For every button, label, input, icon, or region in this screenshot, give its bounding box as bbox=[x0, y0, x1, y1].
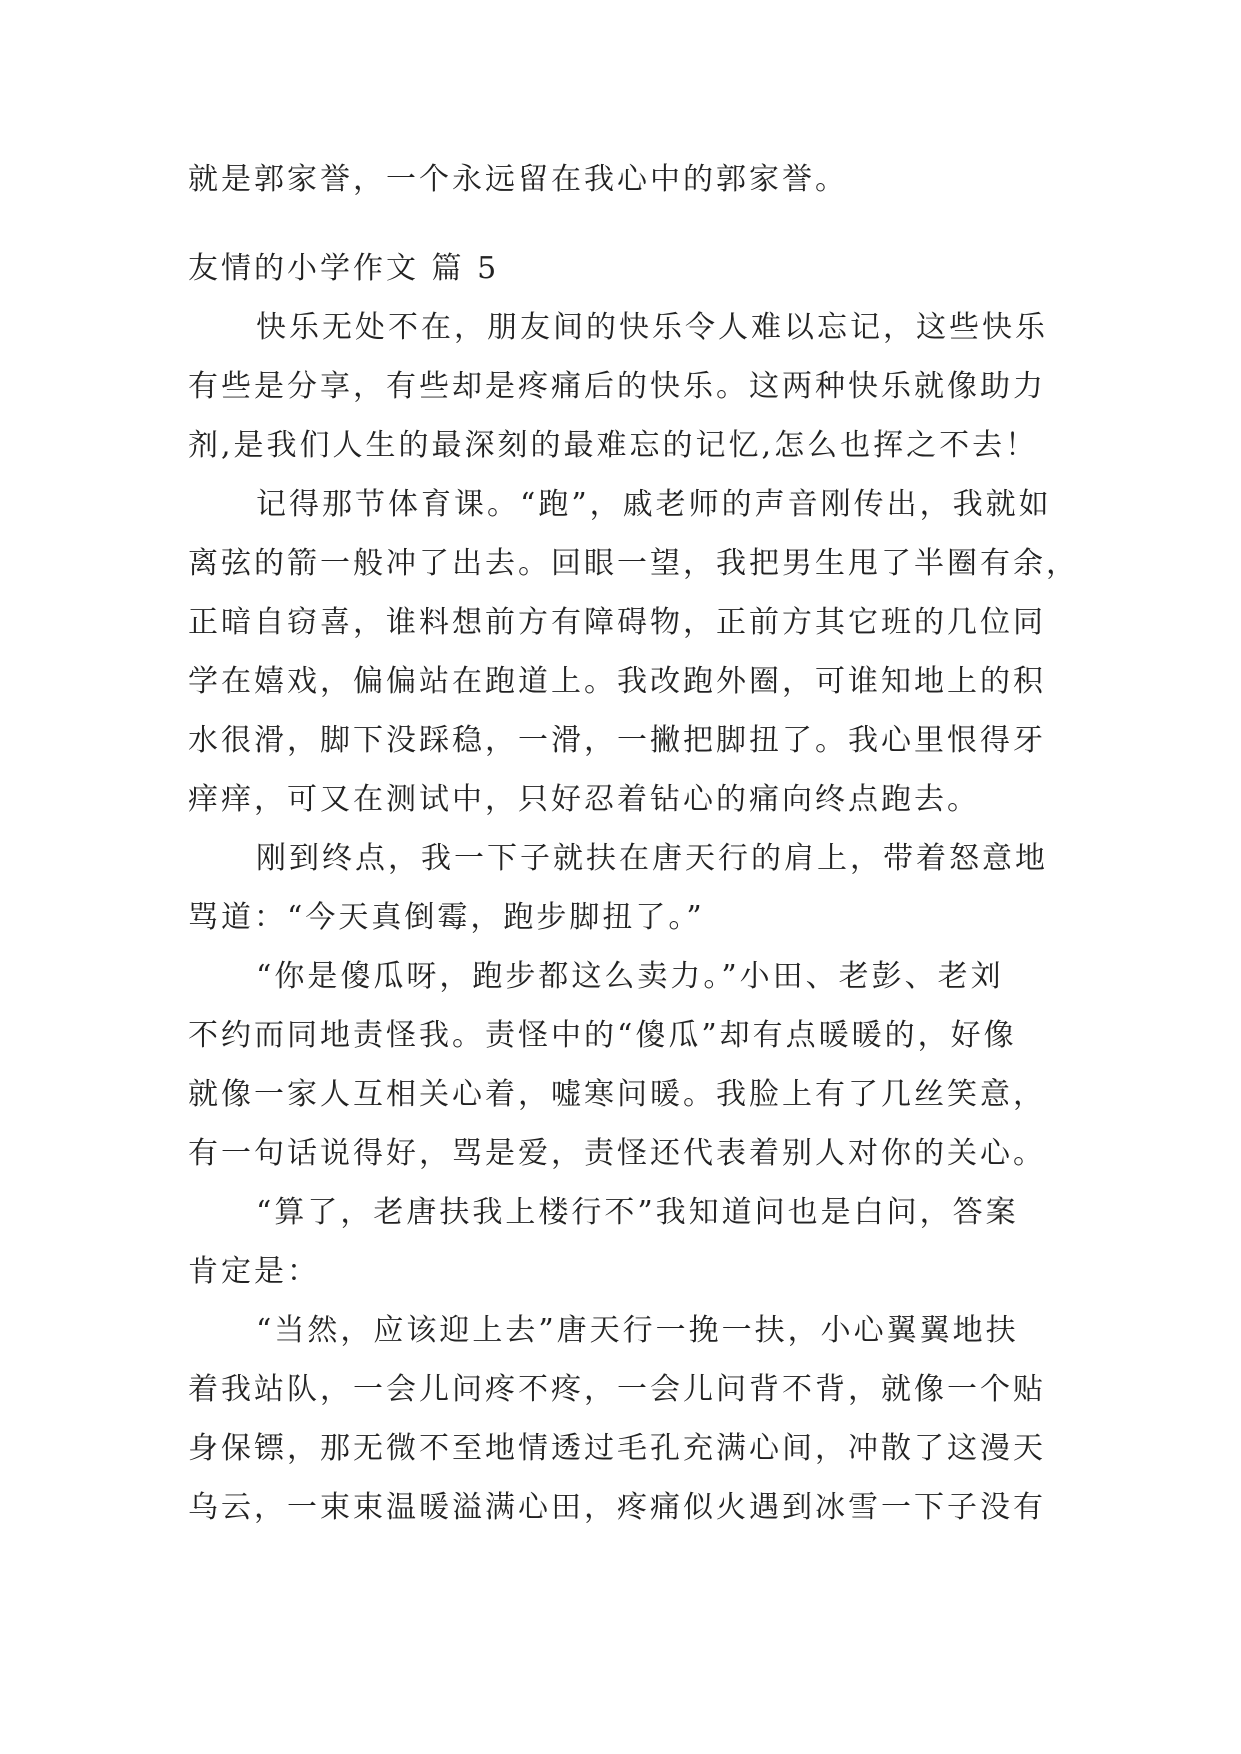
text-line: “你是傻瓜呀，跑步都这么卖力。”小田、老彭、老刘 bbox=[256, 959, 1004, 994]
paragraph bbox=[188, 298, 1068, 475]
text-line: “算了，老唐扶我上楼行不”我知道问也是白问，答案 bbox=[256, 1195, 1019, 1230]
text-line: 肯定是： bbox=[188, 1254, 320, 1289]
continuation-line bbox=[188, 150, 1068, 209]
text-line: 痒痒，可又在测试中，只好忍着钻心的痛向终点跑去。 bbox=[188, 782, 980, 817]
text-line: 学在嬉戏，偏偏站在跑道上。我改跑外圈，可谁知地上的积 bbox=[188, 664, 1046, 699]
text-line: 骂道：“今天真倒霉，跑步脚扭了。” bbox=[188, 900, 705, 935]
text-line: 就像一家人互相关心着，嘘寒问暖。我脸上有了几丝笑意， bbox=[188, 1077, 1046, 1112]
text-line: 身保镖，那无微不至地情透过毛孔充满心间，冲散了这漫天 bbox=[188, 1431, 1046, 1466]
text-line: 快乐无处不在，朋友间的快乐令人难以忘记，这些快乐 bbox=[256, 310, 1048, 345]
paragraph bbox=[188, 829, 1068, 947]
text-line: 有些是分享，有些却是疼痛后的快乐。这两种快乐就像助力 bbox=[188, 369, 1046, 404]
text-line: 不约而同地责怪我。责怪中的“傻瓜”却有点暖暖的，好像 bbox=[188, 1018, 1017, 1053]
paragraph bbox=[188, 947, 1068, 1183]
essay-body bbox=[188, 298, 1079, 1537]
text-line: 水很滑，脚下没踩稳，一滑，一撇把脚扭了。我心里恨得牙 bbox=[188, 723, 1046, 758]
section-title bbox=[188, 239, 1068, 298]
text-line: 着我站队，一会儿问疼不疼，一会儿问背不背，就像一个贴 bbox=[188, 1372, 1046, 1407]
text-line: 离弦的箭一般冲了出去。回眼一望，我把男生甩了半圈有余， bbox=[188, 546, 1079, 581]
paragraph bbox=[188, 475, 1079, 829]
text-line: 有一句话说得好，骂是爱，责怪还代表着别人对你的关心。 bbox=[188, 1136, 1046, 1171]
text-line: 剂,是我们人生的最深刻的最难忘的记忆,怎么也挥之不去！ bbox=[188, 428, 1039, 463]
paragraph bbox=[188, 1183, 1068, 1301]
text-line: 就是郭家誉，一个永远留在我心中的郭家誉。 bbox=[188, 162, 848, 197]
text-line: 乌云，一束束温暖溢满心田，疼痛似火遇到冰雪一下子没有 bbox=[188, 1490, 1046, 1525]
text-line: 正暗自窃喜，谁料想前方有障碍物，正前方其它班的几位同 bbox=[188, 605, 1046, 640]
text-line: 刚到终点，我一下子就扶在唐天行的肩上，带着怒意地 bbox=[256, 841, 1048, 876]
text-line: “当然，应该迎上去”唐天行一挽一扶，小心翼翼地扶 bbox=[256, 1313, 1019, 1348]
paragraph bbox=[188, 1301, 1068, 1537]
section-title-text: 友情的小学作文 篇 5 bbox=[188, 251, 500, 286]
text-line: 记得那节体育课。“跑”，戚老师的声音刚传出，我就如 bbox=[256, 487, 1052, 522]
